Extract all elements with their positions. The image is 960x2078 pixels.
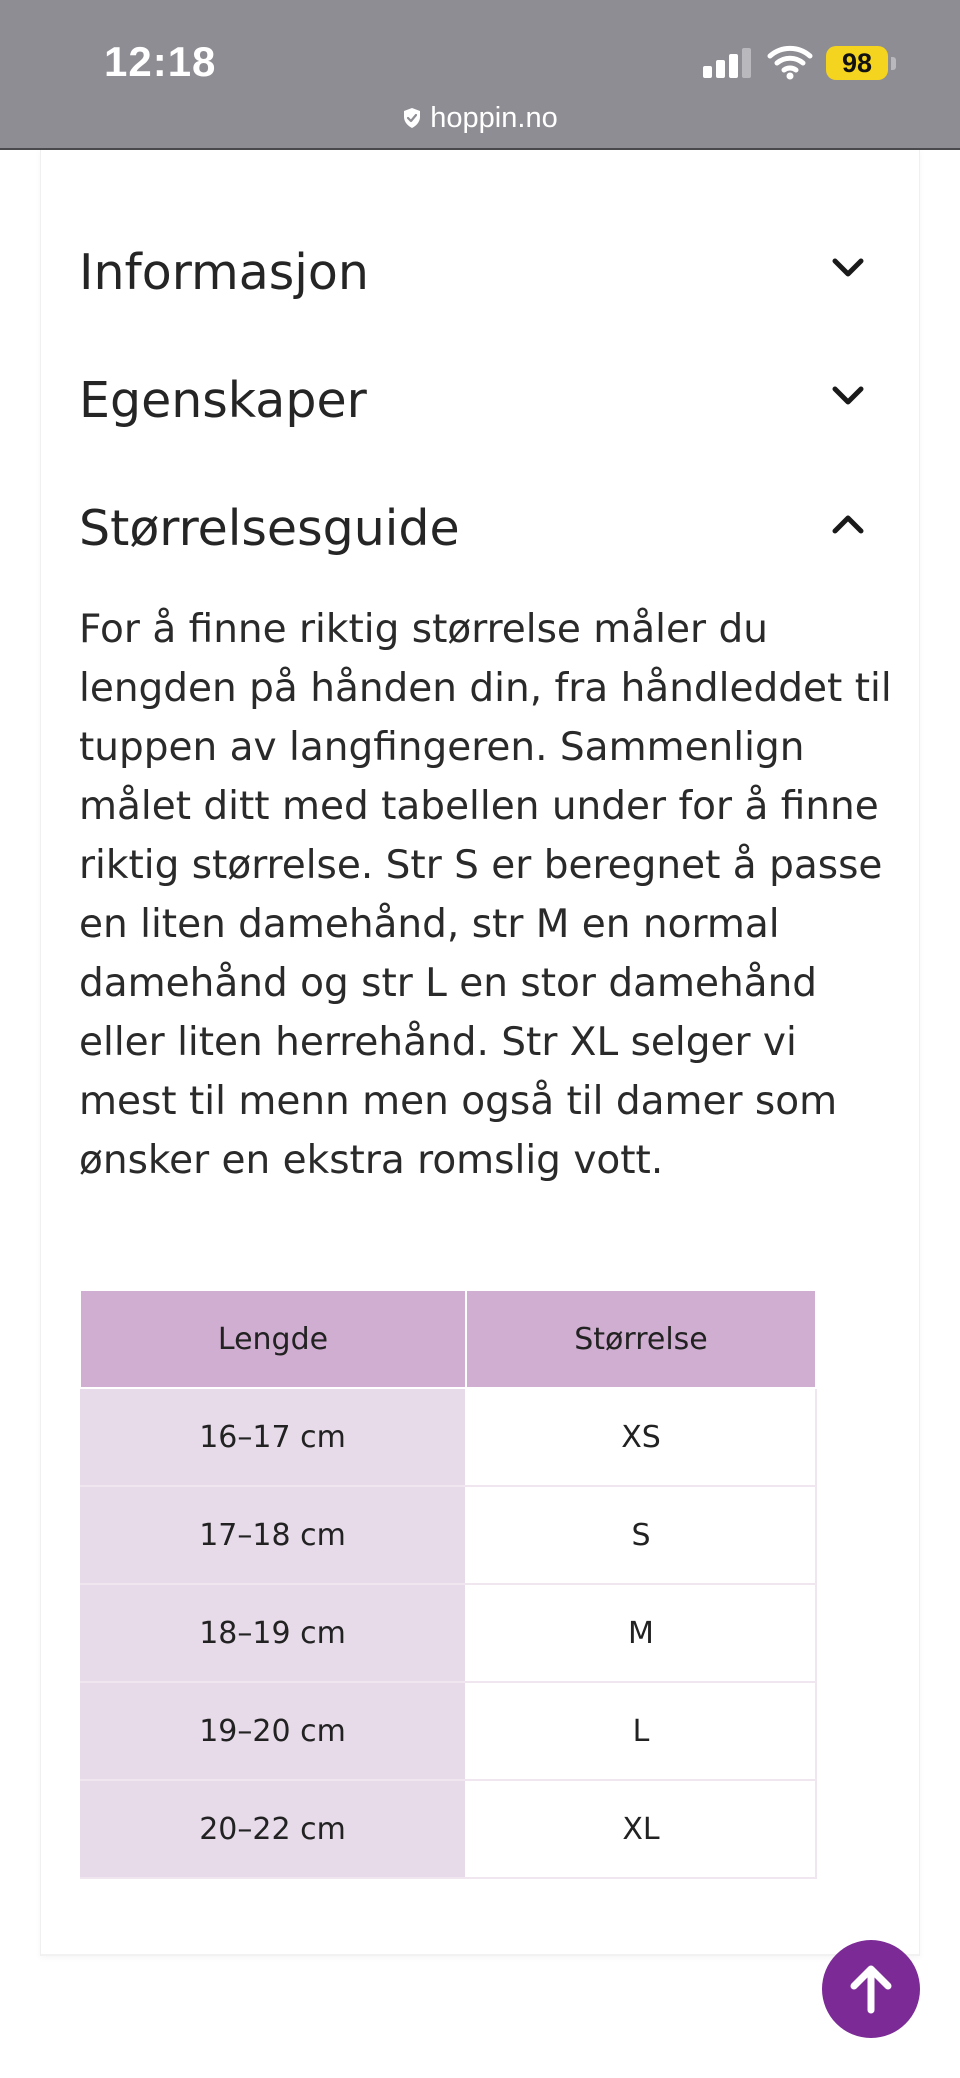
status-bar — [0, 0, 960, 150]
arrow-up-icon — [822, 1940, 920, 2038]
header-lengde: Lengde — [80, 1290, 466, 1388]
length-cell: 19–20 cm — [80, 1682, 466, 1780]
table-row — [80, 1584, 816, 1682]
battery-indicator: 98 — [826, 46, 888, 80]
battery-tip — [891, 57, 896, 70]
accordion-header-egenskaper[interactable] — [79, 360, 879, 440]
table-row — [80, 1682, 816, 1780]
table-row — [80, 1486, 816, 1584]
length-cell: 17–18 cm — [80, 1486, 466, 1584]
size-cell: M — [466, 1584, 816, 1682]
length-cell: 18–19 cm — [80, 1584, 466, 1682]
url-bar[interactable] — [0, 102, 960, 135]
size-cell: S — [466, 1486, 816, 1584]
accordion-title: Egenskaper — [79, 372, 367, 429]
size-table — [79, 1289, 817, 1879]
header-storrelse: Størrelse — [466, 1290, 816, 1388]
size-cell: L — [466, 1682, 816, 1780]
size-cell: XL — [466, 1780, 816, 1878]
length-cell: 20–22 cm — [80, 1780, 466, 1878]
table-row — [80, 1780, 816, 1878]
table-header-row — [80, 1290, 816, 1388]
accordion-title: Informasjon — [79, 244, 369, 301]
accordion-header-storrelsesguide[interactable] — [79, 488, 879, 568]
chevron-up-icon — [830, 510, 866, 538]
length-cell: 16–17 cm — [80, 1388, 466, 1486]
size-cell: XS — [466, 1388, 816, 1486]
size-guide-description: For å finne riktig størrelse måler du lengden på hånden din, fra håndleddet til tuppen av langfingeren. Sammenlign målet ditt med tabellen under for å finne riktig størrelse. Str S er beregnet å passe en liten damehånd, str M en normal damehånd og str L en stor damehånd eller liten herrehånd. Str XL selger vi mest til menn men også til damer som ønsker en ekstra romslig vott. — [79, 607, 892, 1183]
table-row — [80, 1388, 816, 1486]
url-text: hoppin.no — [430, 102, 558, 134]
secure-shield-icon — [402, 107, 422, 129]
accordion-title: Størrelsesguide — [79, 500, 460, 557]
chevron-down-icon — [830, 254, 866, 282]
scroll-to-top-button[interactable] — [822, 1940, 920, 2038]
status-time: 12:18 — [104, 38, 217, 85]
cellular-signal-icon — [703, 48, 751, 78]
chevron-down-icon — [830, 382, 866, 410]
wifi-icon — [766, 44, 814, 80]
accordion-header-informasjon[interactable] — [79, 232, 879, 312]
